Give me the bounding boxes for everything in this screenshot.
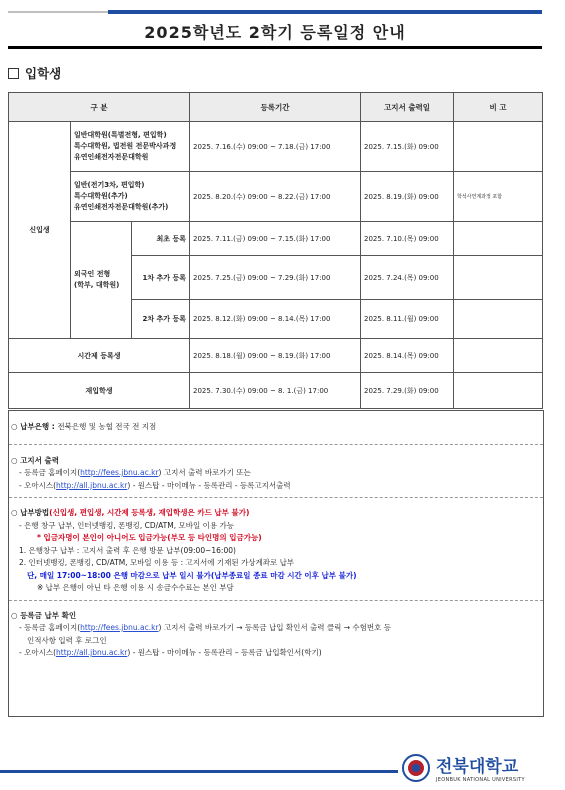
note-cell [454,300,543,339]
note-cell [454,256,543,300]
row-label: 1차 추가 등록 [132,256,190,300]
footer-rule [0,770,398,773]
header-note: 비 고 [454,93,543,122]
oasis-link[interactable]: http://all.jbnu.ac.kr [56,648,128,657]
group-new-students: 신입생 [9,122,71,339]
table-row [9,122,543,172]
table-row [9,373,543,409]
row-label: 일반(전기3차, 편입학) 특수대학원(추가) 유연인쇄전자전문대학원(추가) [71,172,190,222]
oasis-link[interactable]: http://all.jbnu.ac.kr [56,480,128,490]
note-cell [454,222,543,256]
university-seal-icon [402,754,430,782]
section-heading: 입학생 [8,64,61,82]
header-print-date: 고지서 출력일 [361,93,454,122]
period-cell: 2025. 7.25.(금) 09:00 ~ 7.29.(화) 17:00 [190,256,361,300]
note-cell: 학석사연계과정 포함 [454,172,543,222]
header-period: 등록기간 [190,93,361,122]
bank-note: ○ 납부은행 : 전북은행 및 농협 전국 전 지점 [11,422,157,431]
print-date-cell: 2025. 7.29.(화) 09:00 [361,373,454,409]
table-row [9,222,543,256]
table-header-row [9,93,543,122]
row-label: 시간제 등록생 [9,339,190,373]
print-date-cell: 2025. 8.11.(월) 09:00 [361,300,454,339]
period-cell: 2025. 8.18.(월) 09:00 ~ 8.19.(화) 17:00 [190,339,361,373]
top-rule [8,10,542,14]
print-date-cell: 2025. 7.15.(화) 09:00 [361,122,454,172]
row-label: 최초 등록 [132,222,190,256]
table-row [9,172,543,222]
table-row [9,339,543,373]
period-cell: 2025. 7.16.(수) 09:00 ~ 7.18.(금) 17:00 [190,122,361,172]
header-category: 구 분 [9,93,190,122]
row-label: 2차 추가 등록 [132,300,190,339]
registration-schedule-table [8,92,543,409]
title-underline [8,46,542,49]
note-cell [454,373,543,409]
print-date-cell: 2025. 8.19.(화) 09:00 [361,172,454,222]
period-cell: 2025. 8.12.(화) 09:00 ~ 8.14.(목) 17:00 [190,300,361,339]
period-cell: 2025. 8.20.(수) 09:00 ~ 8.22.(금) 17:00 [190,172,361,222]
note-cell [454,339,543,373]
confirm-note: ○ 등록금 납부 확인 - 등록금 홈페이지(http://fees.jbnu.ac.kr) 고지서 출력 바로가기 → 등록금 납입 확인서 출력 클릭 → 수험번호 등 인적사항 입력 후 로그인 - 오아시스(http://all.jbnu.ac.kr) - 원스탑 - 마이메뉴 - 등록관리 – 등록금 납입확인서(학기) [9,600,543,665]
page-title: 2025학년도 2학기 등록일정 안내 [144,23,406,42]
university-logo: 전북대학교 JEONBUK NATIONAL UNIVERSITY [402,752,552,786]
print-date-cell: 2025. 7.24.(목) 09:00 [361,256,454,300]
checkbox-square-icon [8,68,19,79]
fees-link[interactable]: http://fees.jbnu.ac.kr [80,468,159,477]
payment-notes [8,410,544,717]
foreign-label: 외국인 전형 (학부, 대학원) [71,222,132,339]
method-note: ○ 납부방법(신입생, 편입생, 시간제 등록생, 재입학생은 카드 납부 불가) - 은행 창구 납부, 인터넷뱅킹, 폰뱅킹, CD/ATM, 모바일 이용 가능 * 입금자명이 본인이 아니어도 입금가능(부모 등 타인명의 입금가능) 1. 은행창구 납부 : 고지서 출력 후 은행 방문 납부(09:00~16:00) 2. 인터넷뱅킹, 폰뱅킹, CD/ATM, 모바일 이용 등 : 고지서에 기재된 가상계좌로 납부 단, 매일 17:00~18:00 은행 마감으로 납부 일시 불가(납부종료일 종료 마감 시간 이후 납부 불가) ※ 납부 은행이 아닌 타 은행 이용 시 송금수수료는 본인 부담 [9,497,543,600]
row-label: 재입학생 [9,373,190,409]
note-cell [454,122,543,172]
row-label: 일반대학원(특별전형, 편입학) 특수대학원, 법전원 전문박사과정 유연인쇄전자전문대학원 [71,122,190,172]
period-cell: 2025. 7.30.(수) 09:00 ~ 8. 1.(금) 17:00 [190,373,361,409]
print-note: ○ 고지서 출력 - 등록금 홈페이지(http://fees.jbnu.ac.kr) 고지서 출력 바로가기 또는 - 오아시스(http://all.jbnu.ac.kr) - 원스탑 - 마이메뉴 - 등록관리 - 등록고지서출력 [9,444,543,498]
print-date-cell: 2025. 7.10.(목) 09:00 [361,222,454,256]
period-cell: 2025. 7.11.(금) 09:00 ~ 7.15.(화) 17:00 [190,222,361,256]
print-date-cell: 2025. 8.14.(목) 09:00 [361,339,454,373]
fees-link[interactable]: http://fees.jbnu.ac.kr [80,623,159,632]
